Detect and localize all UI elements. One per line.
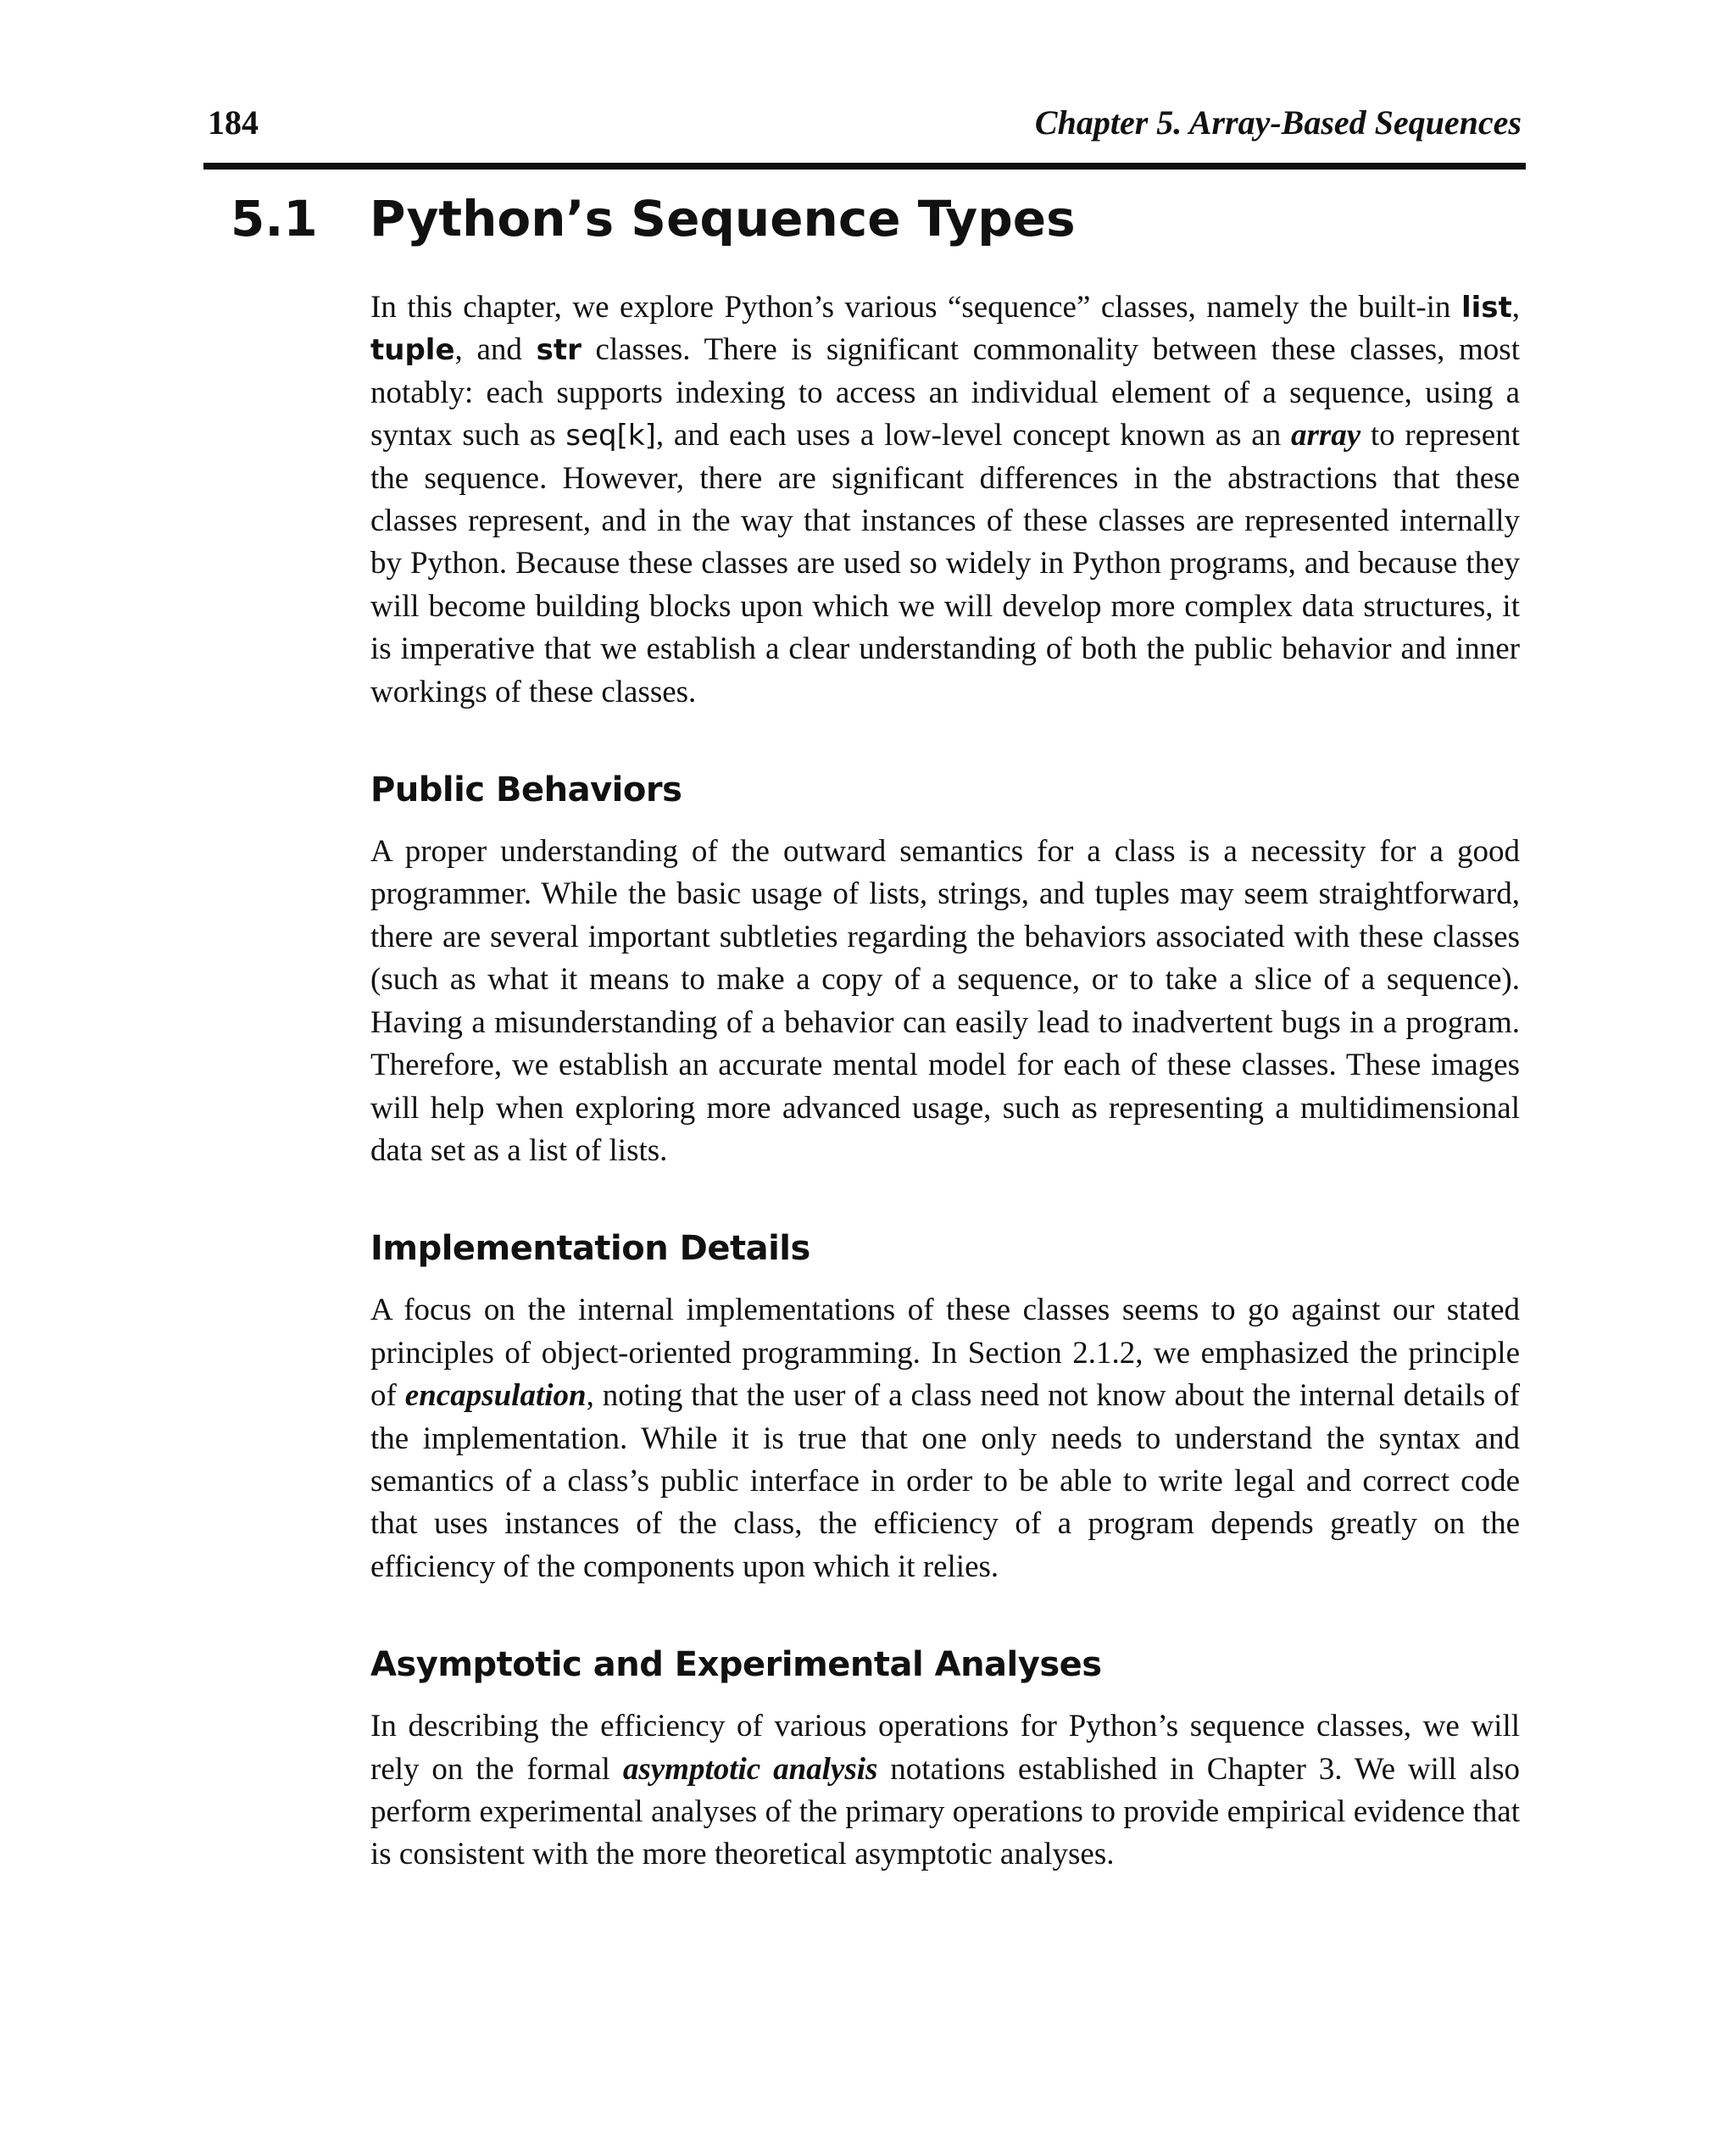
- intro-text-3: , and: [454, 332, 537, 368]
- class-name-list: list: [1461, 291, 1512, 325]
- header-rule: [203, 163, 1526, 170]
- intro-text-2: ,: [1511, 290, 1520, 325]
- asymptotic-text-1: In describing the efficiency of various operations for Python’s sequence classes, we will rely on the formal: [370, 1709, 1520, 1787]
- subheading-public-behaviors: Public Behaviors: [370, 770, 682, 810]
- section-title: Python’s Sequence Types: [370, 190, 1076, 247]
- section-number: 5.1: [231, 190, 318, 247]
- asymptotic-text-2: notations established in Chapter 3. We will also perform experimental analyses of the primary operations to provide empirical evidence that is consistent with the more theoretical asymptotic analyses.: [370, 1751, 1520, 1872]
- term-asymptotic-analysis: asymptotic analysis: [622, 1751, 878, 1787]
- intro-text-4: classes. There is significant commonality between these classes, most notably: each supports indexing to access an individual element of a sequence, using a syntax such as: [370, 332, 1520, 453]
- code-seq-k: seq[k]: [565, 419, 656, 453]
- class-name-tuple: tuple: [370, 333, 455, 368]
- subheading-asymptotic-analyses: Asymptotic and Experimental Analyses: [370, 1645, 1102, 1685]
- intro-text-1: In this chapter, we explore Python’s various “sequence” classes, namely the built-in: [370, 290, 1461, 325]
- class-name-str: str: [536, 333, 581, 368]
- intro-text-5: , and each uses a low-level concept known as an: [655, 418, 1291, 453]
- subheading-implementation-details: Implementation Details: [370, 1229, 810, 1269]
- term-array: array: [1290, 418, 1361, 453]
- intro-paragraph: [370, 286, 1520, 714]
- page-body: [370, 286, 1520, 1877]
- page-number: 184: [208, 103, 259, 142]
- intro-text-6: to represent the sequence. However, there are significant differences in the abstractions that these classes represent, and in the way that instances of these classes are represented internally by Python. Because these classes are used so widely in Python programs, and because they will become building blocks upon which we will develop more complex data structures, it is imperative that we establish a clear understanding of both the public behavior and inner workings of these classes.: [370, 418, 1520, 709]
- public-behaviors-paragraph: A proper understanding of the outward semantics for a class is a necessity for a good programmer. While the basic usage of lists, strings, and tuples may seem straightforward, there are several important subtleties regarding the behaviors associated with these classes (such as what it means to make a copy of a sequence, or to take a slice of a sequence). Having a misunderstanding of a behavior can easily lead to inadvertent bugs in a program. Therefore, we establish an accurate mental model for each of these classes. These images will help when exploring more advanced usage, such as representing a multidimensional data set as a list of lists.: [370, 834, 1520, 1168]
- section-heading: [231, 185, 1502, 253]
- chapter-title: Chapter 5. Array-Based Sequences: [1034, 103, 1522, 142]
- implementation-details-paragraph: [370, 1289, 1520, 1588]
- running-head: [208, 97, 1522, 148]
- implementation-text-1: A focus on the internal implementations of these classes seems to go against our stated principles of object-oriented programming. In Section 2.1.2, we emphasized the principle of: [370, 1293, 1520, 1414]
- implementation-text-2: , noting that the user of a class need not know about the internal details of the implementation. While it is true that one only needs to understand the syntax and semantics of a class’s public interface in order to be able to write legal and correct code that uses instances of the class, the efficiency of a program depends greatly on the efficiency of the components upon which it relies.: [370, 1378, 1520, 1584]
- term-encapsulation: encapsulation: [404, 1378, 587, 1414]
- asymptotic-paragraph: [370, 1705, 1520, 1877]
